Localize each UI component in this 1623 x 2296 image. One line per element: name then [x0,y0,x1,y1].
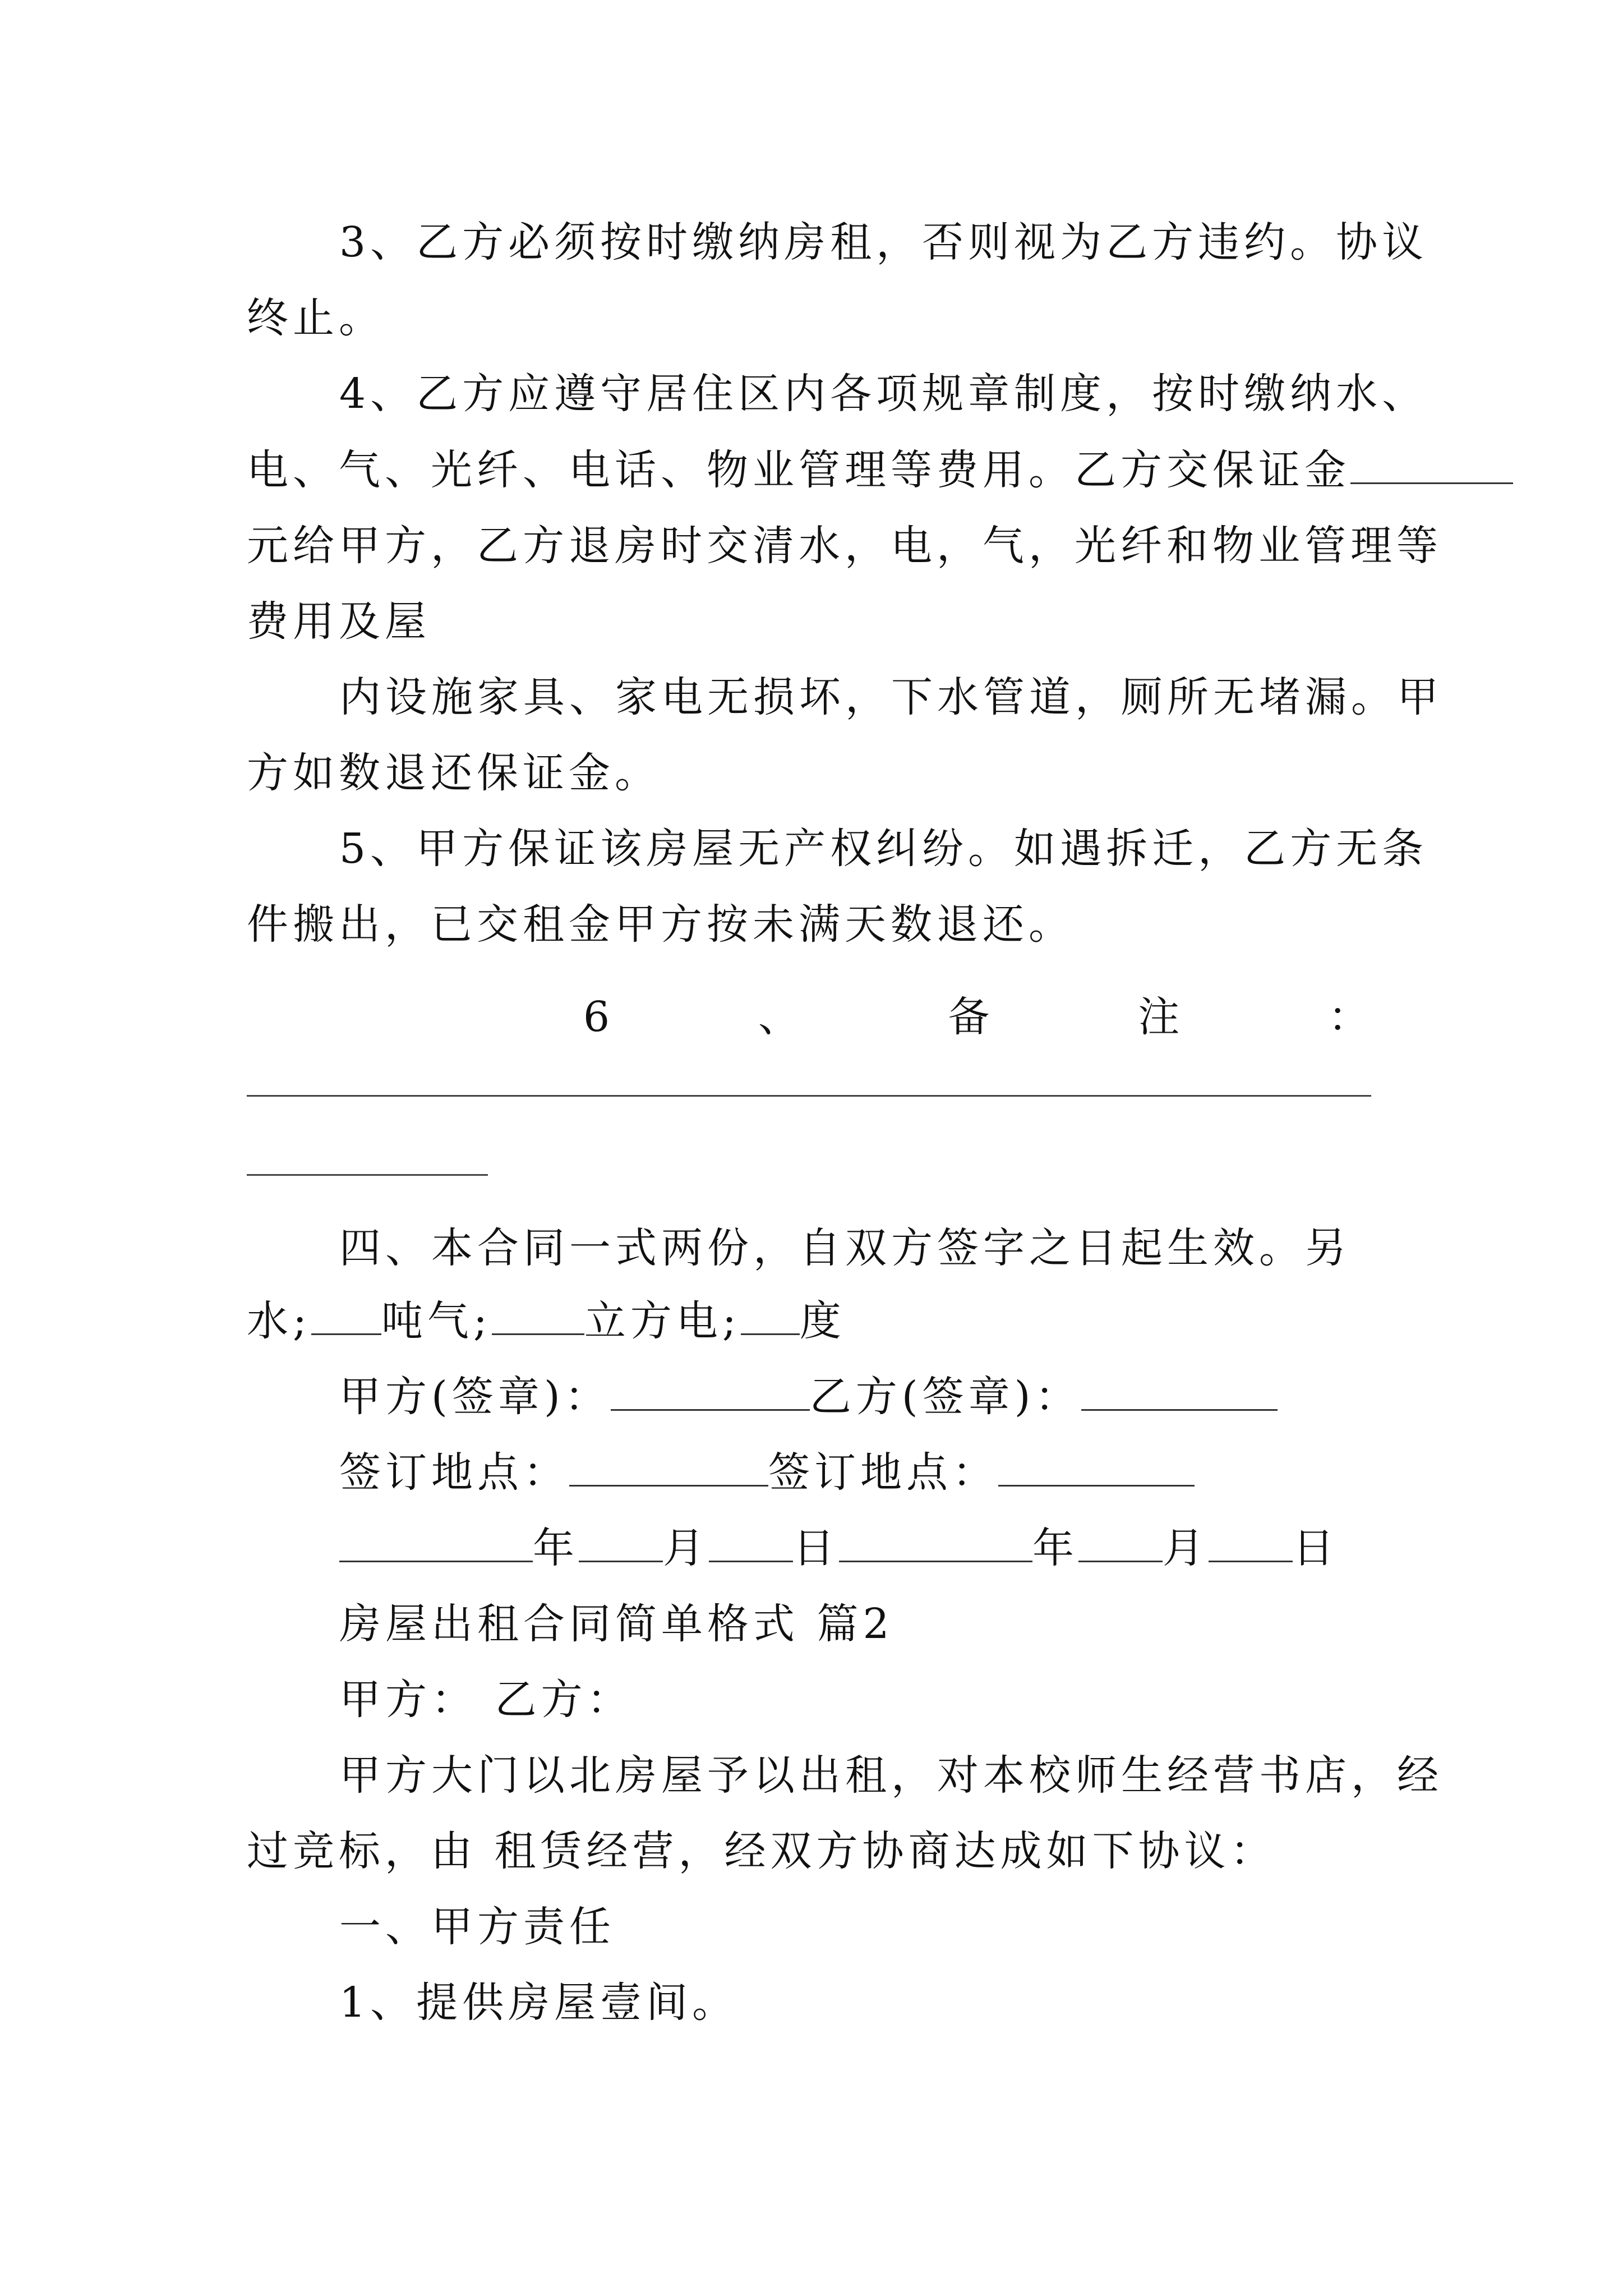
contract-2-intro-line-1: 甲方大门以北房屋予以出租，对本校师生经营书店，经 [339,1751,1443,1800]
party-b-place-blank [998,1450,1195,1487]
remarks-number: 6 [583,993,615,1041]
contract-2-parties: 甲方： 乙方： [339,1676,633,1724]
party-b-year-label: 年 [1032,1524,1078,1572]
party-a-month-label: 月 [663,1524,709,1572]
paragraph-4-line-2-text: 电、气、光纤、电话、物业管理等费用。乙方交保证金 [247,446,1350,494]
degree-label: 度 [799,1297,846,1345]
contract-2-intro-line-2: 过竞标，由 租赁经营，经双方协商达成如下协议： [247,1827,1276,1875]
party-a-month-blank [579,1526,663,1562]
paragraph-4-line-3: 元给甲方，乙方退房时交清水，电，气，光纤和物业管理等 [247,522,1442,570]
party-b-day-label: 日 [1293,1524,1339,1572]
party-b-signature-blank [1081,1374,1278,1411]
paragraph-3-line-1: 3、乙方必须按时缴纳房租，否则视为乙方违约。协议 [339,218,1428,266]
paragraph-4-line-1: 4、乙方应遵守居住区内各项规章制度，按时缴纳水、 [339,370,1428,418]
party-a-day-label: 日 [793,1524,839,1572]
section-4-line-1: 四、本合同一式两份，自双方签字之日起生效。另 [339,1224,1351,1272]
paragraph-4b-line-1: 内设施家具、家电无损坏，下水管道，厕所无堵漏。甲 [339,673,1443,721]
gas-blank [492,1299,584,1335]
water-blank [311,1299,381,1335]
remarks-blank-line-1 [247,1095,1371,1097]
signature-line [339,1372,1278,1422]
party-b-place-label: 签订地点： [768,1448,998,1497]
water-label: 水; [247,1297,311,1345]
contract-2-title: 房屋出租合同简单格式 篇2 [339,1600,894,1648]
remarks-heading [583,992,1374,1042]
remarks-separator: 、 [758,993,804,1041]
party-a-signature-label: 甲方(签章)： [339,1373,611,1421]
remarks-char-1: 备 [948,993,994,1041]
section-1-heading: 一、甲方责任 [339,1903,615,1951]
party-b-day-blank [1209,1526,1293,1562]
paragraph-4-line-4: 费用及屋 [247,597,431,646]
ton-gas-label: 吨气; [381,1297,492,1345]
section-1-item-1: 1、提供房屋壹间。 [339,1978,739,2027]
paragraph-4-line-2 [247,445,1513,495]
section-4-line-2 [247,1296,846,1346]
party-a-place-label: 签订地点： [339,1448,569,1497]
party-a-signature-blank [611,1374,810,1411]
electricity-blank [741,1299,800,1335]
party-a-place-blank [569,1450,768,1487]
party-a-year-blank [339,1526,533,1562]
paragraph-4b-line-2: 方如数退还保证金。 [247,749,661,797]
remarks-blank-line-2 [247,1174,488,1176]
cubic-electricity-label: 立方电; [584,1297,741,1345]
party-a-day-blank [709,1526,793,1562]
party-b-signature-label: 乙方(签章)： [809,1373,1081,1421]
deposit-blank [1350,448,1513,484]
paragraph-3-line-2: 终止。 [247,294,385,342]
party-a-year-label: 年 [533,1524,579,1572]
date-line [339,1523,1339,1573]
paragraph-5-line-1: 5、甲方保证该房屋无产权纠纷。如遇拆迁，乙方无条 [339,825,1428,873]
party-b-month-label: 月 [1163,1524,1209,1572]
party-b-year-blank [839,1526,1032,1562]
signing-place-line [339,1447,1195,1498]
party-b-month-blank [1078,1526,1163,1562]
remarks-colon: ： [1327,993,1374,1041]
remarks-char-2: 注 [1138,993,1184,1041]
paragraph-5-line-2: 件搬出，已交租金甲方按未满天数退还。 [247,900,1075,949]
